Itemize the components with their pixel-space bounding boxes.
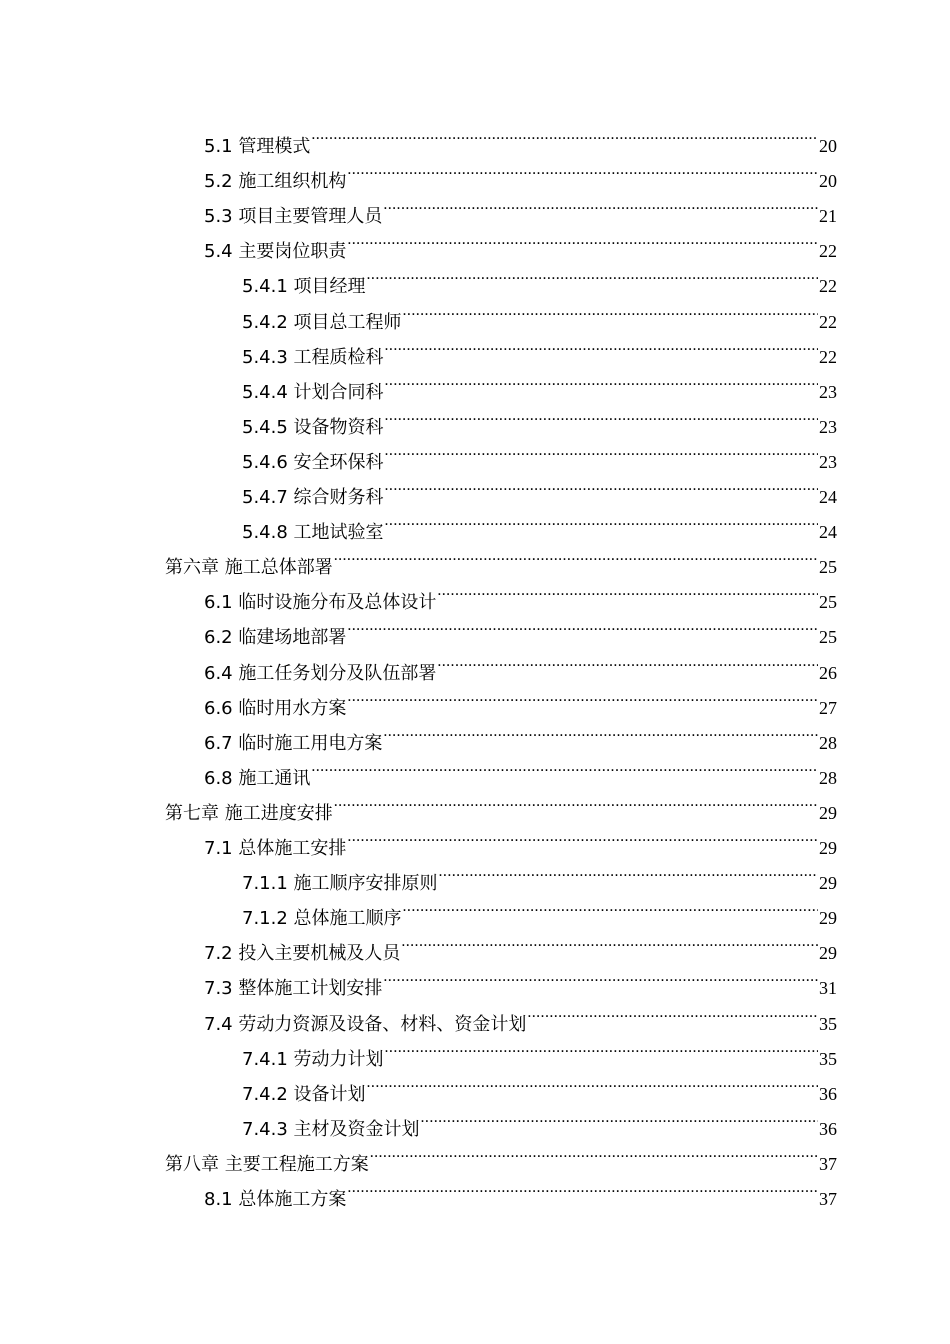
toc-dot-leader bbox=[384, 468, 818, 503]
toc-page-number: 23 bbox=[819, 382, 837, 402]
toc-chapter-entry[interactable] bbox=[165, 538, 837, 578]
toc-entry-title: 5.4 主要岗位职责 bbox=[204, 241, 347, 262]
toc-dot-leader bbox=[384, 433, 818, 468]
toc-page-number: 21 bbox=[819, 206, 837, 226]
toc-entry[interactable] bbox=[204, 152, 837, 192]
toc-entry-title: 5.4.1 项目经理 bbox=[242, 276, 366, 297]
toc-dot-leader bbox=[436, 644, 818, 679]
toc-entry-title: 5.3 项目主要管理人员 bbox=[204, 206, 383, 227]
toc-entry[interactable] bbox=[242, 1065, 837, 1105]
toc-page-number: 35 bbox=[819, 1014, 837, 1034]
toc-page-number: 24 bbox=[819, 487, 837, 507]
toc-page-number: 22 bbox=[819, 276, 837, 296]
toc-entry[interactable] bbox=[242, 363, 837, 403]
toc-entry[interactable] bbox=[204, 222, 837, 262]
toc-entry[interactable] bbox=[204, 679, 837, 719]
toc-dot-leader bbox=[346, 608, 818, 643]
toc-page-number: 24 bbox=[819, 522, 837, 542]
toc-entry-title: 7.4.2 设备计划 bbox=[242, 1084, 366, 1105]
toc-entry-title: 5.4.6 安全环保科 bbox=[242, 452, 384, 473]
toc-entry[interactable] bbox=[204, 959, 837, 999]
toc-dot-leader bbox=[346, 1170, 818, 1205]
toc-page-number: 36 bbox=[819, 1084, 837, 1104]
toc-entry-title: 5.4.4 计划合同科 bbox=[242, 382, 384, 403]
toc-dot-leader bbox=[526, 995, 818, 1030]
toc-entry-title: 7.1 总体施工安排 bbox=[204, 838, 347, 859]
toc-entry-title: 7.1.1 施工顺序安排原则 bbox=[242, 873, 438, 894]
toc-dot-leader bbox=[382, 714, 818, 749]
toc-entry[interactable] bbox=[204, 644, 837, 684]
toc-page-number: 22 bbox=[819, 312, 837, 332]
toc-page-number: 35 bbox=[819, 1049, 837, 1069]
toc-page-number: 25 bbox=[819, 627, 837, 647]
toc-entry[interactable] bbox=[242, 1100, 837, 1140]
toc-dot-leader bbox=[346, 152, 818, 187]
toc-entry[interactable] bbox=[204, 573, 837, 613]
toc-page-number: 25 bbox=[819, 592, 837, 612]
toc-page-number: 29 bbox=[819, 838, 837, 858]
toc-dot-leader bbox=[436, 573, 818, 608]
toc-entry[interactable] bbox=[204, 714, 837, 754]
toc-entry-title: 7.4.3 主材及资金计划 bbox=[242, 1119, 420, 1140]
toc-dot-leader bbox=[346, 819, 818, 854]
toc-chapter-entry[interactable] bbox=[165, 784, 837, 824]
toc-page-number: 37 bbox=[819, 1189, 837, 1209]
toc-entry[interactable] bbox=[242, 433, 837, 473]
toc-dot-leader bbox=[382, 187, 818, 222]
toc-entry[interactable] bbox=[242, 889, 837, 929]
toc-dot-leader bbox=[333, 538, 818, 573]
toc-page-number: 23 bbox=[819, 417, 837, 437]
toc-dot-leader bbox=[402, 889, 818, 924]
toc-dot-leader bbox=[382, 959, 818, 994]
toc-page-number: 22 bbox=[819, 241, 837, 261]
toc-dot-leader bbox=[400, 924, 818, 959]
toc-entry[interactable] bbox=[242, 257, 837, 297]
toc-page-number: 22 bbox=[819, 347, 837, 367]
toc-page-number: 28 bbox=[819, 768, 837, 788]
toc-entry[interactable] bbox=[204, 819, 837, 859]
toc-page-number: 28 bbox=[819, 733, 837, 753]
toc-entry-title: 5.1 管理模式 bbox=[204, 136, 311, 157]
toc-dot-leader bbox=[384, 1030, 818, 1065]
toc-page-number: 36 bbox=[819, 1119, 837, 1139]
toc-dot-leader bbox=[420, 1100, 818, 1135]
toc-entry-title: 5.4.8 工地试验室 bbox=[242, 522, 384, 543]
toc-page-number: 31 bbox=[819, 978, 837, 998]
toc-dot-leader bbox=[369, 1135, 818, 1170]
toc-entry-title: 7.2 投入主要机械及人员 bbox=[204, 943, 401, 964]
toc-entry[interactable] bbox=[204, 608, 837, 648]
toc-entry-title: 6.7 临时施工用电方案 bbox=[204, 733, 383, 754]
toc-entry[interactable] bbox=[204, 749, 837, 789]
toc-dot-leader bbox=[438, 854, 818, 889]
toc-entry-title: 6.8 施工通讯 bbox=[204, 768, 311, 789]
toc-entry-title: 第六章 施工总体部署 bbox=[165, 557, 333, 578]
toc-dot-leader bbox=[366, 257, 818, 292]
toc-entry-title: 5.4.5 设备物资科 bbox=[242, 417, 384, 438]
toc-entry[interactable] bbox=[204, 1170, 837, 1210]
toc-entry-title: 7.3 整体施工计划安排 bbox=[204, 978, 383, 999]
toc-entry-title: 5.4.3 工程质检科 bbox=[242, 347, 384, 368]
toc-entry-title: 7.4.1 劳动力计划 bbox=[242, 1049, 384, 1070]
toc-entry-title: 7.4 劳动力资源及设备、材料、资金计划 bbox=[204, 1014, 527, 1035]
toc-entry[interactable] bbox=[242, 328, 837, 368]
toc-page-number: 29 bbox=[819, 873, 837, 893]
toc-page-number: 20 bbox=[819, 136, 837, 156]
toc-entry[interactable] bbox=[204, 995, 837, 1035]
toc-entry-title: 第八章 主要工程施工方案 bbox=[165, 1154, 369, 1175]
toc-entry-title: 5.4.7 综合财务科 bbox=[242, 487, 384, 508]
toc-entry[interactable] bbox=[242, 398, 837, 438]
toc-entry[interactable] bbox=[204, 924, 837, 964]
toc-dot-leader bbox=[333, 784, 818, 819]
toc-dot-leader bbox=[310, 117, 818, 152]
toc-page-number: 23 bbox=[819, 452, 837, 472]
toc-entry-title: 5.2 施工组织机构 bbox=[204, 171, 347, 192]
toc-entry[interactable] bbox=[242, 293, 837, 333]
toc-entry-title: 6.2 临建场地部署 bbox=[204, 627, 347, 648]
toc-chapter-entry[interactable] bbox=[165, 1135, 837, 1175]
toc-page-number: 25 bbox=[819, 557, 837, 577]
toc-entry-title: 8.1 总体施工方案 bbox=[204, 1189, 347, 1210]
toc-entry[interactable] bbox=[204, 187, 837, 227]
toc-dot-leader bbox=[346, 679, 818, 714]
toc-page-number: 20 bbox=[819, 171, 837, 191]
toc-entry[interactable] bbox=[242, 503, 837, 543]
toc-page-number: 26 bbox=[819, 663, 837, 683]
toc-entry-title: 6.1 临时设施分布及总体设计 bbox=[204, 592, 437, 613]
toc-dot-leader bbox=[384, 328, 818, 363]
toc-page-number: 37 bbox=[819, 1154, 837, 1174]
toc-dot-leader bbox=[346, 222, 818, 257]
toc-page-number: 27 bbox=[819, 698, 837, 718]
toc-entry-title: 第七章 施工进度安排 bbox=[165, 803, 333, 824]
toc-entry[interactable] bbox=[242, 854, 837, 894]
toc-entry-title: 6.6 临时用水方案 bbox=[204, 698, 347, 719]
toc-entry[interactable] bbox=[242, 1030, 837, 1070]
toc-entry[interactable] bbox=[204, 117, 837, 157]
toc-dot-leader bbox=[384, 398, 818, 433]
toc-entry[interactable] bbox=[242, 468, 837, 508]
toc-dot-leader bbox=[366, 1065, 818, 1100]
toc-dot-leader bbox=[384, 503, 818, 538]
toc-page-number: 29 bbox=[819, 908, 837, 928]
toc-entry-title: 5.4.2 项目总工程师 bbox=[242, 312, 402, 333]
toc-dot-leader bbox=[310, 749, 818, 784]
toc-entry-title: 7.1.2 总体施工顺序 bbox=[242, 908, 402, 929]
toc-page-number: 29 bbox=[819, 803, 837, 823]
toc-page-number: 29 bbox=[819, 943, 837, 963]
toc-entry-title: 6.4 施工任务划分及队伍部署 bbox=[204, 663, 437, 684]
toc-dot-leader bbox=[402, 293, 818, 328]
toc-dot-leader bbox=[384, 363, 818, 398]
